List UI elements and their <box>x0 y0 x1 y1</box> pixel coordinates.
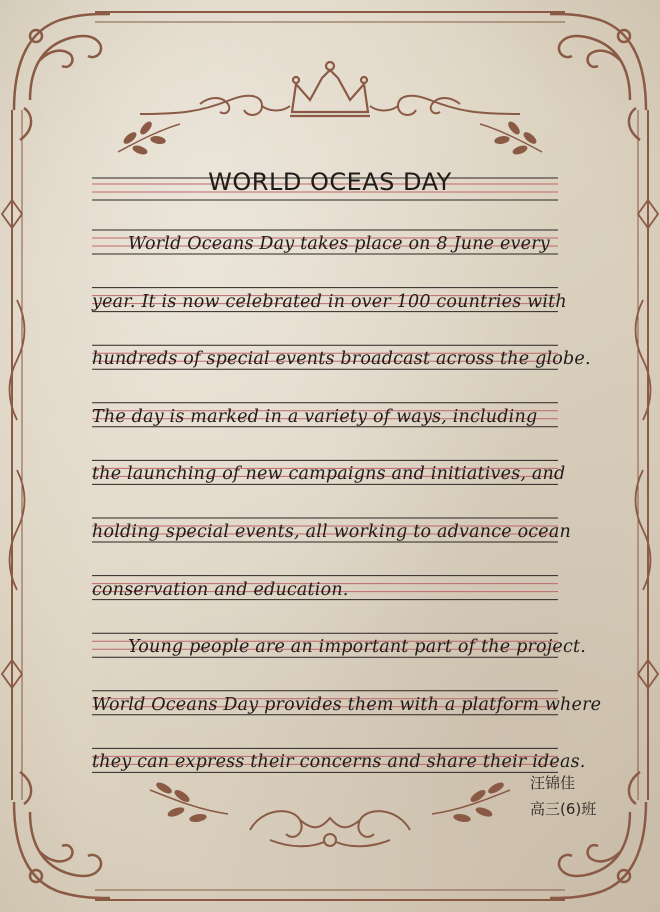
essay-line: World Oceans Day takes place on 8 June every <box>128 234 550 254</box>
essay-line: Young people are an important part of the project. <box>128 637 586 658</box>
signature-class: 高三(6)班 <box>530 800 597 818</box>
essay-line: the launching of new campaigns and initiatives, and <box>92 464 566 485</box>
essay-line: The day is marked in a variety of ways, including <box>92 406 538 427</box>
essay-line: year. It is now celebrated in over 100 countries with <box>92 291 567 312</box>
essay-line: conservation and education. <box>92 579 349 600</box>
essay-line: hundreds of special events broadcast across the globe. <box>92 349 591 370</box>
essay-line: holding special events, all working to advance ocean <box>92 522 571 542</box>
essay-title: WORLD OCEAS DAY <box>208 168 452 196</box>
signature-name: 汪锦佳 <box>530 774 576 792</box>
signature <box>530 770 620 822</box>
essay-line: World Oceans Day provides them with a platform where <box>92 694 602 715</box>
essay-line: they can express their concerns and share their ideas. <box>92 752 586 773</box>
